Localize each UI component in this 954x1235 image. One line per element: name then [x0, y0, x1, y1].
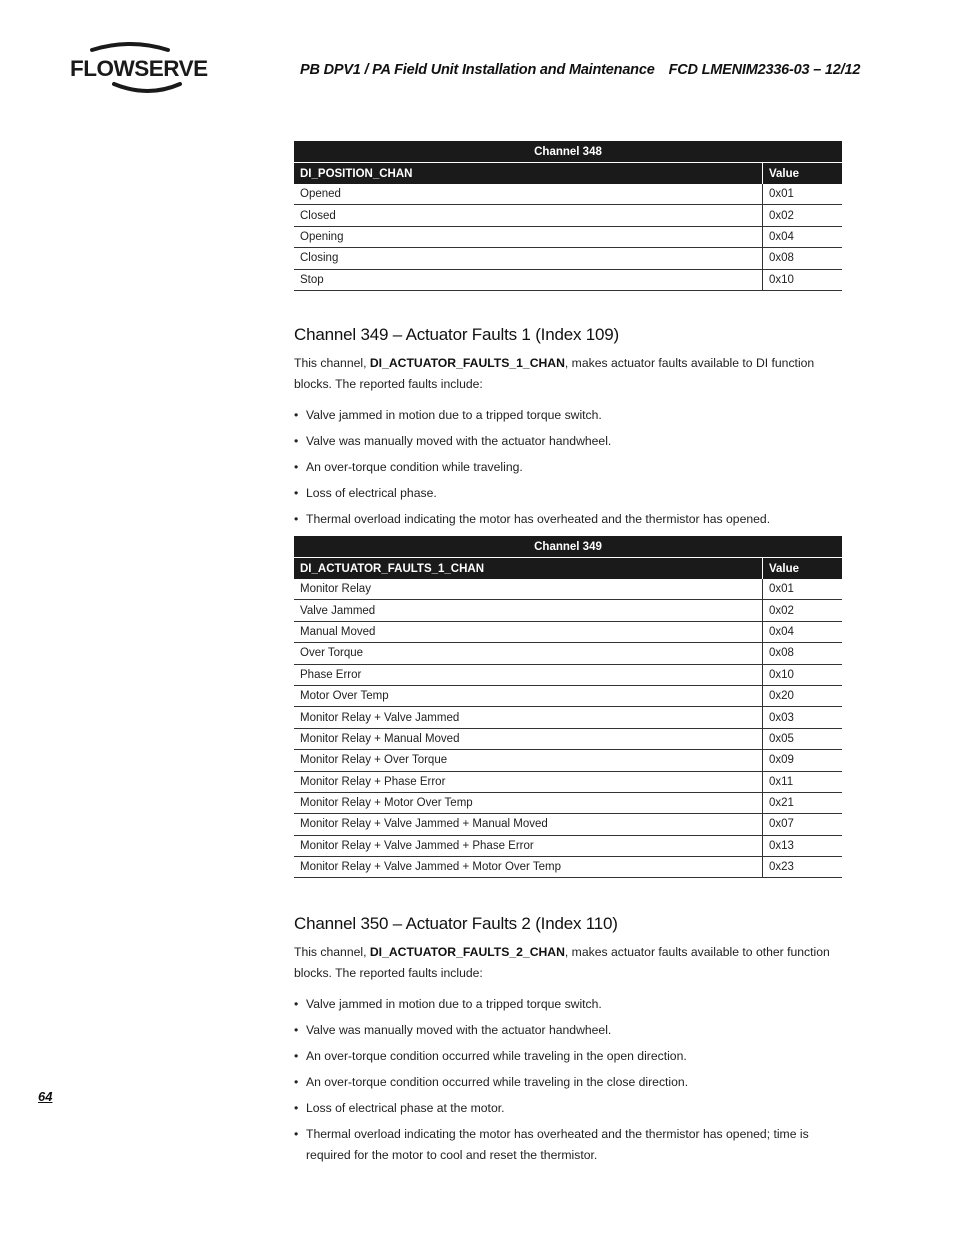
table-row: [294, 792, 842, 813]
section-349-bullets: [294, 405, 842, 535]
row-name: Monitor Relay + Valve Jammed + Motor Over Temp: [294, 857, 763, 878]
list-item: • Valve was manually moved with the actuator handwheel.: [294, 431, 842, 452]
table-row: [294, 835, 842, 856]
column-header-value: Value: [763, 558, 843, 580]
row-value: 0x04: [763, 226, 843, 247]
row-value: 0x23: [763, 857, 843, 878]
document-header: [300, 62, 860, 78]
row-value: 0x08: [763, 643, 843, 664]
row-value: 0x03: [763, 707, 843, 728]
document-code: FCD LMENIM2336-03 – 12/12: [668, 62, 861, 78]
row-value: 0x02: [763, 205, 843, 226]
list-item: • Loss of electrical phase at the motor.: [294, 1098, 842, 1119]
table-row: [294, 184, 842, 205]
table-row: [294, 685, 842, 706]
table-row: [294, 771, 842, 792]
list-item: • Valve was manually moved with the actuator handwheel.: [294, 1020, 842, 1041]
table-row: [294, 814, 842, 835]
row-name: Valve Jammed: [294, 600, 763, 621]
row-name: Opening: [294, 226, 763, 247]
row-name: Phase Error: [294, 664, 763, 685]
intro-text: This channel,: [294, 945, 370, 959]
row-name: Motor Over Temp: [294, 685, 763, 706]
channel-349-table: [294, 536, 842, 878]
list-item: • Valve jammed in motion due to a tripped torque switch.: [294, 994, 842, 1015]
list-item: • Thermal overload indicating the motor has overheated and the thermistor has opened.: [294, 509, 842, 530]
row-value: 0x10: [763, 269, 843, 290]
row-value: 0x09: [763, 750, 843, 771]
table-row: [294, 226, 842, 247]
list-item: • An over-torque condition occurred while traveling in the close direction.: [294, 1072, 842, 1093]
list-item: • Valve jammed in motion due to a tripped torque switch.: [294, 405, 842, 426]
section-heading-350: Channel 350 – Actuator Faults 2 (Index 110): [294, 914, 618, 933]
row-name: Monitor Relay + Phase Error: [294, 771, 763, 792]
intro-text: , makes actuator faults available to other function blocks. The reported faults include:: [294, 945, 830, 980]
row-name: Monitor Relay + Valve Jammed: [294, 707, 763, 728]
table-row: [294, 269, 842, 290]
table-caption: Channel 349: [294, 536, 842, 558]
intro-text: , makes actuator faults available to DI function blocks. The reported faults include:: [294, 356, 815, 391]
row-value: 0x07: [763, 814, 843, 835]
table-row: [294, 621, 842, 642]
row-value: 0x20: [763, 685, 843, 706]
section-350-intro: [294, 942, 842, 983]
row-name: Closing: [294, 248, 763, 269]
row-value: 0x01: [763, 184, 843, 205]
table-row: [294, 750, 842, 771]
document-title: PB DPV1 / PA Field Unit Installation and Maintenance: [300, 62, 655, 78]
intro-channel-name: DI_ACTUATOR_FAULTS_1_CHAN: [369, 356, 565, 370]
page-number: 64: [38, 1089, 53, 1104]
column-header-value: Value: [763, 163, 843, 185]
row-value: 0x08: [763, 248, 843, 269]
row-name: Monitor Relay + Manual Moved: [294, 728, 763, 749]
table-row: [294, 600, 842, 621]
list-item: • An over-torque condition occurred while traveling in the open direction.: [294, 1046, 842, 1067]
list-item: • Thermal overload indicating the motor has overheated and the thermistor has opened; time is required for the motor to cool and reset the thermistor.: [294, 1124, 842, 1165]
row-value: 0x02: [763, 600, 843, 621]
row-value: 0x04: [763, 621, 843, 642]
row-name: Monitor Relay + Motor Over Temp: [294, 792, 763, 813]
channel-348-table: [294, 141, 842, 291]
table-row: [294, 664, 842, 685]
row-name: Stop: [294, 269, 763, 290]
logo-wordmark: FLOWSERVE: [70, 56, 208, 81]
row-value: 0x11: [763, 771, 843, 792]
table-row: [294, 248, 842, 269]
table-row: [294, 643, 842, 664]
row-value: 0x01: [763, 579, 843, 600]
section-heading-349: Channel 349 – Actuator Faults 1 (Index 109): [294, 325, 620, 344]
section-350-bullets: [294, 994, 842, 1171]
row-name: Closed: [294, 205, 763, 226]
table-row: [294, 857, 842, 878]
table-row: [294, 205, 842, 226]
table-row: [294, 707, 842, 728]
list-item: • An over-torque condition while traveling.: [294, 457, 842, 478]
table-row: [294, 728, 842, 749]
row-value: 0x10: [763, 664, 843, 685]
table-row: [294, 579, 842, 600]
row-value: 0x21: [763, 792, 843, 813]
row-name: Monitor Relay + Over Torque: [294, 750, 763, 771]
flowserve-logo: [68, 42, 208, 96]
column-header-name: DI_ACTUATOR_FAULTS_1_CHAN: [294, 558, 763, 580]
row-name: Over Torque: [294, 643, 763, 664]
column-header-name: DI_POSITION_CHAN: [294, 163, 763, 185]
row-name: Opened: [294, 184, 763, 205]
intro-channel-name: DI_ACTUATOR_FAULTS_2_CHAN: [369, 945, 565, 959]
row-name: Monitor Relay + Valve Jammed + Manual Moved: [294, 814, 763, 835]
row-name: Monitor Relay: [294, 579, 763, 600]
intro-text: This channel,: [294, 356, 370, 370]
list-item: • Loss of electrical phase.: [294, 483, 842, 504]
row-name: Monitor Relay + Valve Jammed + Phase Error: [294, 835, 763, 856]
row-name: Manual Moved: [294, 621, 763, 642]
row-value: 0x13: [763, 835, 843, 856]
row-value: 0x05: [763, 728, 843, 749]
table-caption: Channel 348: [294, 141, 842, 163]
section-349-intro: [294, 353, 842, 394]
